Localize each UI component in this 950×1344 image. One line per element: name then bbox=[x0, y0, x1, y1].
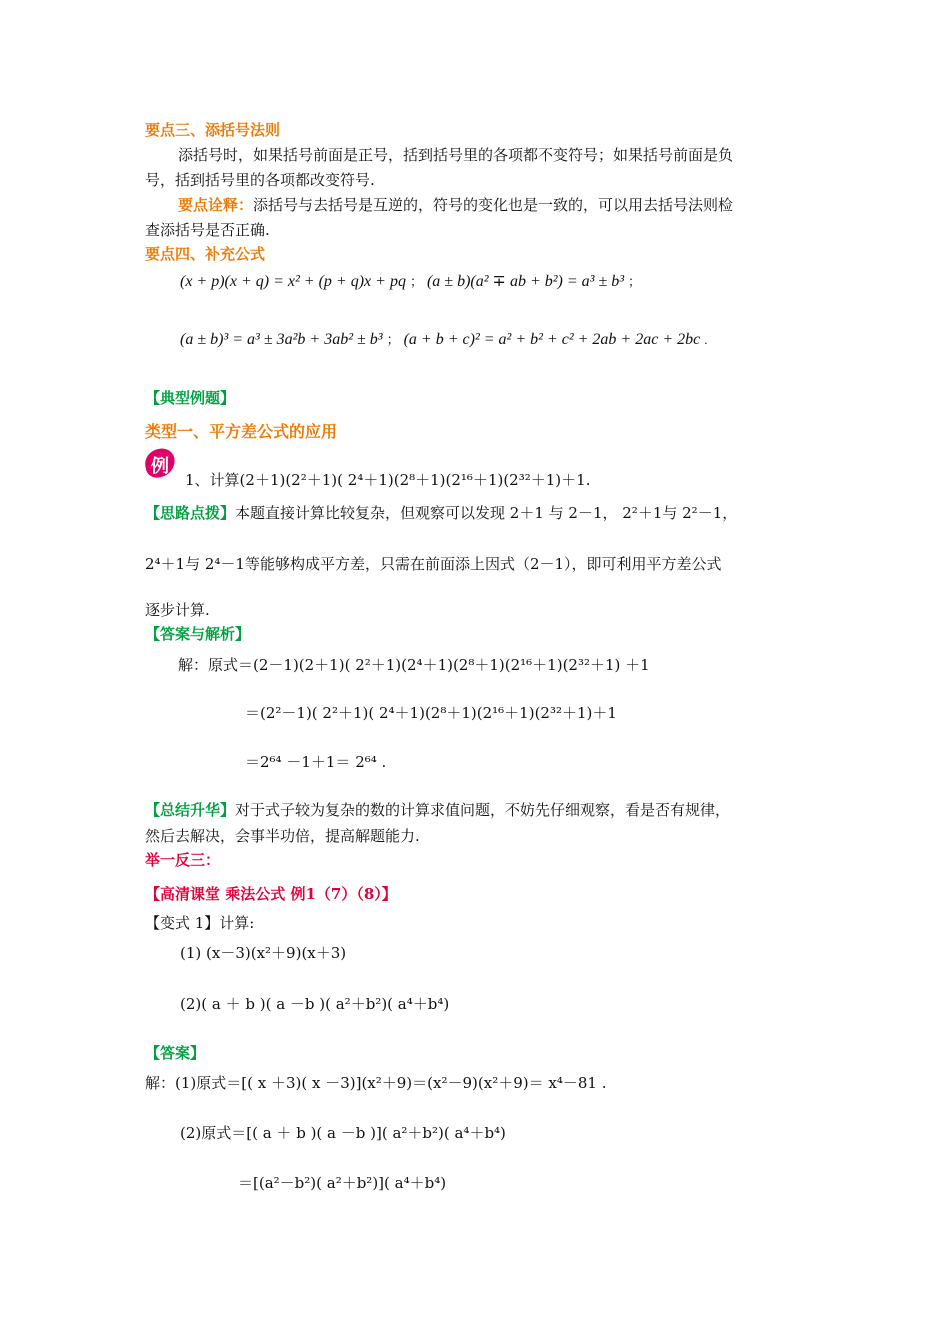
note-label: 要点诠释： bbox=[178, 196, 254, 214]
examples-heading: 【典型例题】 bbox=[145, 389, 236, 407]
summary-text: 对于式子较为复杂的数的计算求值问题，不妨先仔细观察，看是否有规律， bbox=[235, 801, 731, 819]
summary-line1 bbox=[145, 800, 730, 820]
section3-heading: 要点三、添括号法则 bbox=[145, 121, 281, 139]
formula-3: (a ± b)³ = a³ ± 3a²b + 3ab² ± b³ bbox=[180, 331, 383, 348]
type1-heading: 类型一、平方差公式的应用 bbox=[145, 422, 338, 441]
example1-text: 1、计算(2＋1)(2²＋1)( 2⁴＋1)(2⁸＋1)(2¹⁶＋1)(2³²＋1)＋1. bbox=[185, 471, 591, 489]
hint-line1 bbox=[145, 503, 737, 523]
section3-para-line1: 添括号时，如果括号前面是正号，括到括号里的各项都不变符号；如果括号前面是负 bbox=[178, 146, 734, 164]
formula-1: (x + p)(x + q) = x² + (p + q)x + pq bbox=[180, 273, 406, 290]
video-label: 【高清课堂 乘法公式 例1（7）（8）】 bbox=[145, 885, 397, 903]
hint-text: 本题直接计算比较复杂，但观察可以发现 2＋1 与 2－1， 2²＋1与 2²－1， bbox=[235, 504, 738, 522]
answer2-line1: 解：(1)原式＝[( x ＋3)( x －3)](x²＋9)＝(x²－9)(x²＋9)＝ x⁴－81 . bbox=[145, 1074, 607, 1092]
answer2-line3: ＝[(a²－b²)( a²＋b²)]( a⁴＋b⁴) bbox=[238, 1174, 447, 1192]
hint-line2: 2⁴＋1与 2⁴－1等能够构成平方差，只需在前面添上因式（2－1），即可利用平方差公式 bbox=[145, 555, 722, 573]
variant-item1: (1) (x－3)(x²＋9)(x＋3) bbox=[180, 944, 347, 962]
answer1-line1: 解：原式＝(2－1)(2＋1)( 2²＋1)(2⁴＋1)(2⁸＋1)(2¹⁶＋1)(2³²＋1) ＋1 bbox=[178, 656, 650, 674]
section3-note-line2: 查添括号是否正确. bbox=[145, 221, 270, 239]
answer1-line2: ＝(2²－1)( 2²＋1)( 2⁴＋1)(2⁸＋1)(2¹⁶＋1)(2³²＋1)＋1 bbox=[245, 704, 617, 722]
formula-4: (a + b + c)² = a² + b² + c² + 2ab + 2ac + 2bc bbox=[403, 331, 701, 348]
formula-sep-2: ； bbox=[628, 274, 642, 289]
summary-label: 【总结升华】 bbox=[145, 801, 236, 819]
section3-para-line2: 号，括到括号里的各项都改变符号. bbox=[145, 171, 375, 189]
formula-2: (a ± b)(a² ∓ ab + b²) = a³ ± b³ bbox=[426, 273, 625, 290]
section3-note-line1 bbox=[178, 195, 733, 215]
formula-end: . bbox=[704, 332, 708, 347]
formula-row-1 bbox=[180, 272, 645, 292]
hint-label: 【思路点拨】 bbox=[145, 504, 236, 522]
formula-sep-3: ； bbox=[386, 332, 400, 347]
answer1-line3: ＝2⁶⁴ －1＋1＝ 2⁶⁴ . bbox=[245, 753, 387, 771]
hint-line3: 逐步计算. bbox=[145, 601, 210, 619]
note-text: 添括号与去括号是互逆的，符号的变化也是一致的，可以用去括号法则检 bbox=[253, 196, 734, 214]
answer1-label: 【答案与解析】 bbox=[145, 625, 251, 643]
example-badge-icon: 例 bbox=[145, 449, 177, 481]
variant-item2: (2)( a ＋ b )( a －b )( a²＋b²)( a⁴＋b⁴) bbox=[180, 995, 450, 1013]
variant-label: 【变式 1】计算: bbox=[145, 914, 255, 932]
formula-sep-1: ； bbox=[409, 274, 423, 289]
practice-heading: 举一反三： bbox=[145, 851, 221, 869]
formula-row-2 bbox=[180, 330, 711, 350]
answer2-line2: (2)原式＝[( a ＋ b )( a －b )]( a²＋b²)( a⁴＋b⁴) bbox=[180, 1124, 506, 1142]
section4-heading: 要点四、补充公式 bbox=[145, 245, 266, 263]
summary-line2: 然后去解决，会事半功倍，提高解题能力. bbox=[145, 827, 420, 845]
answer2-label: 【答案】 bbox=[145, 1044, 206, 1062]
